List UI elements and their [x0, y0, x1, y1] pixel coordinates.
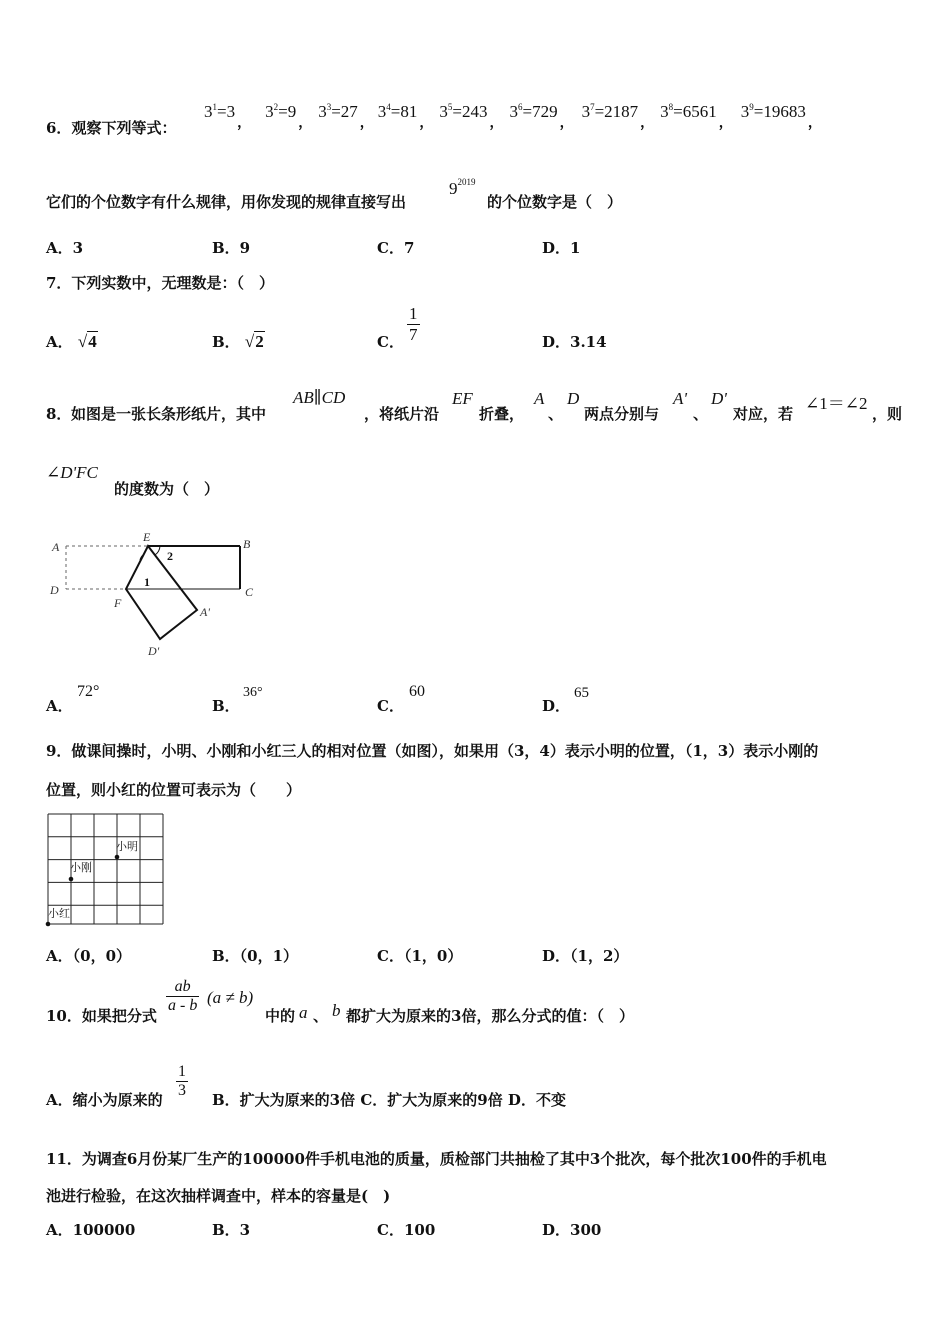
- equals-sign: =: [753, 102, 764, 121]
- q6-option-a[interactable]: A．3: [46, 239, 84, 257]
- q8-text-9: 的度数为（ ）: [114, 480, 220, 498]
- q11-line2: 池进行检验，在这次抽样调查中，样本的容量是( ): [46, 1187, 391, 1205]
- power-value: 243: [461, 102, 488, 121]
- power-base: 3: [204, 102, 213, 121]
- q7-question: 7．下列实数中，无理数是：（ ）: [46, 274, 274, 292]
- q8-math-d: D: [567, 389, 580, 408]
- power-value: 3: [226, 102, 236, 121]
- comma-separator: ，: [419, 115, 434, 131]
- q8-option-d-label[interactable]: D．: [542, 697, 571, 715]
- q6-power-2: [265, 102, 296, 121]
- label-a-prime: A': [200, 605, 210, 619]
- power-base: 3: [439, 102, 448, 121]
- q6-target-exp: 2019: [457, 177, 476, 187]
- q9-option-d[interactable]: D．（1，2）: [542, 947, 629, 965]
- power-base: 3: [740, 102, 750, 121]
- label-a: A: [52, 540, 60, 554]
- xiaoming-point: [115, 855, 120, 860]
- q7-b-label: B．: [212, 333, 240, 351]
- q6-power-8: [660, 102, 717, 121]
- q8-math-ab-cd: AB∥CD: [293, 388, 346, 407]
- folded-part: [126, 546, 197, 639]
- q7-c-denominator: 7: [409, 325, 418, 344]
- q6-number: [46, 117, 176, 138]
- q8-option-b-label[interactable]: B．: [212, 697, 240, 715]
- label-b: B: [243, 537, 251, 551]
- power-exp: 4: [386, 102, 391, 112]
- equals-sign: =: [217, 102, 227, 121]
- q6-powers-sequence: [204, 102, 822, 131]
- q9-option-c[interactable]: C．（1，0）: [377, 947, 463, 965]
- q10-mid: 中的: [265, 1007, 296, 1025]
- power-value: 2187: [604, 102, 639, 121]
- q10-denominator: a - b: [168, 997, 198, 1014]
- q6-target-power: [449, 177, 476, 199]
- power-value: 729: [532, 102, 558, 121]
- label-d-prime: D': [148, 644, 160, 658]
- power-exp: 5: [447, 102, 453, 112]
- q10-option-a-fraction: [176, 1063, 188, 1100]
- q9-line1: 9．做课间操时，小明、小刚和小红三人的相对位置（如图），如果用（3，4）表示小明的位置，（1，3）表示小刚的: [46, 742, 819, 760]
- q7-a-radicand: 4: [88, 332, 97, 351]
- equals-sign: =: [390, 102, 401, 121]
- q8-option-a-value: 72°: [77, 683, 100, 700]
- q7-option-a[interactable]: [46, 331, 98, 352]
- q8-text-4: 、: [548, 405, 564, 423]
- q10-a-denominator: 3: [178, 1082, 186, 1099]
- comma-separator: ，: [640, 115, 655, 131]
- equals-sign: =: [278, 102, 288, 121]
- q9-option-a[interactable]: A．（0，0）: [46, 947, 132, 965]
- power-base: 3: [660, 102, 669, 121]
- q9-option-b[interactable]: B．（0，1）: [212, 947, 299, 965]
- q8-math-angles: ∠1＝∠2: [805, 394, 868, 413]
- q8-text-1: 如图是一张长条形纸片，其中: [71, 405, 267, 423]
- xiaohong-label: 小红: [48, 907, 70, 920]
- q6-line2-end: [487, 191, 622, 212]
- q10-options-bcd[interactable]: B．扩大为原来的3倍 C．扩大为原来的9倍 D．不变: [212, 1091, 566, 1109]
- power-exp: 3: [326, 102, 332, 112]
- q8-text-5: 两点分别与: [584, 405, 660, 423]
- q7-option-b[interactable]: [212, 331, 265, 352]
- q10-lead: 10．如果把分式: [46, 1007, 157, 1025]
- q8-text-8: ，则: [872, 405, 903, 423]
- q11-option-b[interactable]: B．3: [212, 1221, 251, 1239]
- q6-power-1: [204, 102, 235, 121]
- power-value: 6561: [682, 102, 717, 121]
- q6-power-4: [378, 102, 418, 121]
- q6-power-9: [741, 102, 806, 121]
- power-value: 9: [287, 102, 297, 121]
- q8-math-ef: EF: [452, 389, 473, 408]
- q6-num: 6．: [46, 119, 72, 137]
- power-value: 19683: [763, 102, 806, 121]
- power-base: 3: [581, 102, 591, 121]
- q7-a-label: A．: [46, 333, 73, 351]
- q8-text-2: ，将纸片沿: [364, 405, 440, 423]
- power-value: 81: [400, 102, 418, 121]
- q8-option-d-value: 65: [574, 685, 589, 701]
- q10-var-a: a: [299, 1003, 308, 1022]
- equals-sign: =: [673, 102, 683, 121]
- q10-a-numerator: 1: [178, 1063, 186, 1080]
- q6-line2: [46, 191, 406, 212]
- q8-math-a: A: [534, 389, 545, 408]
- q6-option-c[interactable]: C．7: [377, 239, 415, 257]
- q11-line1: 11．为调查6月份某厂生产的100000件手机电池的质量，质检部门共抽检了其中3个批次，每个批次100件的手机电: [46, 1150, 827, 1168]
- xiaogang-label: 小刚: [70, 861, 92, 874]
- q10-sep: 、: [313, 1007, 329, 1025]
- q7-b-sqrt: √2: [244, 332, 264, 351]
- q6-lead: 观察下列等式：: [71, 119, 177, 137]
- label-angle-2: 2: [167, 549, 173, 563]
- comma-separator: ，: [718, 115, 733, 131]
- power-exp: 6: [517, 102, 523, 112]
- q11-option-c[interactable]: C．100: [377, 1221, 436, 1239]
- q7-b-radicand: 2: [255, 332, 264, 351]
- q10-numerator: ab: [166, 978, 199, 997]
- q7-c-fraction: [407, 304, 420, 345]
- q6-power-3: [318, 102, 358, 121]
- q10-condition: (a ≠ b): [207, 988, 254, 1007]
- equals-sign: =: [594, 102, 605, 121]
- label-c: C: [245, 585, 254, 599]
- q8-option-b-value: 36°: [243, 685, 263, 700]
- q7-a-sqrt: √4: [77, 332, 97, 351]
- q8-option-a-label[interactable]: A．: [46, 697, 73, 715]
- xiaohong-point: [46, 922, 51, 927]
- q9-line2: 位置，则小红的位置可表示为（ ）: [46, 781, 302, 799]
- equals-sign: =: [452, 102, 462, 121]
- power-base: 3: [318, 102, 327, 121]
- q8-num: 8．: [46, 405, 72, 423]
- xiaogang-point: [69, 877, 74, 882]
- q8-option-c-value: 60: [409, 683, 425, 700]
- q8-math-d-prime: D': [711, 389, 727, 408]
- q11-option-d[interactable]: D．300: [542, 1221, 602, 1239]
- q7-c-numerator: 1: [409, 304, 418, 323]
- power-exp: 9: [749, 102, 754, 112]
- equals-sign: =: [522, 102, 533, 121]
- q6-power-5: [439, 102, 487, 121]
- q8-math-angle-dfc: ∠D'FC: [46, 463, 98, 482]
- q6-option-d[interactable]: D．1: [542, 239, 581, 257]
- label-f: F: [114, 596, 122, 610]
- power-base: 3: [509, 102, 518, 121]
- power-exp: 1: [212, 102, 217, 112]
- q8-text-7: 对应，若: [733, 405, 794, 423]
- equals-sign: =: [331, 102, 341, 121]
- q7-c-label: C．: [377, 333, 404, 351]
- q8-text-6: 、: [693, 405, 709, 423]
- power-base: 3: [377, 102, 387, 121]
- q7-option-d[interactable]: D．3.14: [542, 333, 607, 351]
- comma-separator: ，: [359, 115, 374, 131]
- power-value: 27: [340, 102, 358, 121]
- comma-separator: ，: [807, 115, 822, 131]
- power-base: 3: [265, 102, 274, 121]
- comma-separator: ，: [298, 115, 313, 131]
- label-angle-1: 1: [144, 575, 150, 589]
- comma-separator: ，: [559, 115, 574, 131]
- q6-power-6: [509, 102, 557, 121]
- q7-option-c[interactable]: [377, 331, 404, 352]
- q6-option-b[interactable]: B．9: [212, 239, 251, 257]
- xiaoming-label: 小明: [116, 840, 138, 853]
- q9-position-grid: [45, 812, 167, 928]
- q10-var-b: b: [332, 1001, 341, 1020]
- q8-folded-strip-figure: [40, 528, 270, 663]
- power-exp: 8: [668, 102, 674, 112]
- q10-rest: 都扩大为原来的3倍，那么分式的值：（ ）: [346, 1007, 634, 1025]
- q10-option-a[interactable]: A．缩小为原来的: [46, 1091, 163, 1109]
- q6-target-base: 9: [449, 179, 458, 198]
- q6-question-text: 它们的个位数字有什么规律，用你发现的规律直接写出: [46, 193, 407, 211]
- label-d: D: [50, 583, 59, 597]
- angle-2-arc: [155, 546, 160, 555]
- power-exp: 2: [273, 102, 279, 112]
- q6-question-end: 的个位数字是（ ）: [487, 193, 623, 211]
- comma-separator: ，: [237, 115, 252, 131]
- power-exp: 7: [590, 102, 595, 112]
- q8-math-a-prime: A': [673, 389, 688, 408]
- q10-fraction: [166, 978, 199, 1015]
- q8-option-c-label[interactable]: C．: [377, 697, 404, 715]
- comma-separator: ，: [489, 115, 504, 131]
- q11-option-a[interactable]: A．100000: [46, 1221, 136, 1239]
- q6-power-7: [582, 102, 639, 121]
- label-e: E: [143, 530, 151, 544]
- q8-text-3: 折叠，: [479, 405, 525, 423]
